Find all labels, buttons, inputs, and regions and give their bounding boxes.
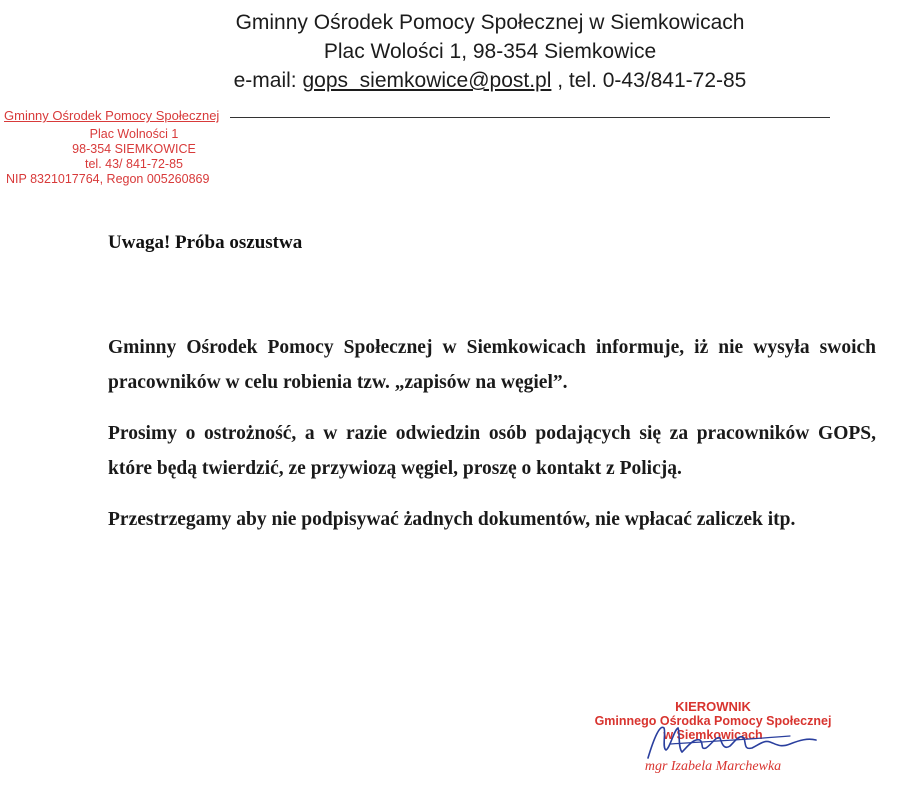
signature-title: KIEROWNIK bbox=[675, 699, 751, 714]
email-prefix: e-mail: bbox=[233, 69, 303, 92]
paragraph-1: Gminny Ośrodek Pomocy Społecznej w Siemkowicach informuje, iż nie wysyła swoich pracowników w celu robienia tzw. „zapisów na węgiel”. bbox=[108, 337, 876, 393]
stamp-phone: tel. 43/ 841-72-85 bbox=[85, 157, 183, 171]
email-link[interactable]: gops_siemkowice@post.pl bbox=[302, 69, 552, 92]
stamp-name: Gminny Ośrodek Pomocy Społecznej bbox=[4, 108, 220, 123]
institution-stamp bbox=[4, 108, 240, 187]
stamp-city: 98-354 SIEMKOWICE bbox=[72, 142, 196, 156]
signature-org-line1: Gminnego Ośrodka Pomocy Społecznej bbox=[594, 714, 832, 728]
header-divider bbox=[230, 117, 830, 118]
phone-number: , tel. 0-43/841-72-85 bbox=[551, 69, 747, 92]
signature-org-line2: w Siemkowicach bbox=[663, 728, 763, 742]
stamp-ids: NIP 8321017764, Regon 005260869 bbox=[6, 172, 210, 186]
handwritten-signature bbox=[640, 718, 820, 766]
paragraph-2: Prosimy o ostrożność, a w razie odwiedzin osób podających się za pracowników GOPS, które będą twierdzić, ze przywiozą węgiel, proszę o kontakt z Policją. bbox=[108, 423, 876, 479]
notice-heading: Uwaga! Próba oszustwa bbox=[108, 232, 303, 253]
notice-body bbox=[108, 330, 876, 553]
signer-name: mgr Izabela Marchewka bbox=[644, 759, 782, 774]
stamp-street: Plac Wolności 1 bbox=[89, 127, 179, 141]
contact-line bbox=[150, 66, 830, 95]
institution-name: Gminny Ośrodek Pomocy Społecznej w Siemkowicach bbox=[235, 11, 745, 34]
paragraph-3: Przestrzegamy aby nie podpisywać żadnych dokumentów, nie wpłacać zaliczek itp. bbox=[108, 509, 796, 530]
institution-address: Plac Wolości 1, 98-354 Siemkowice bbox=[323, 40, 657, 63]
letterhead bbox=[150, 8, 830, 95]
